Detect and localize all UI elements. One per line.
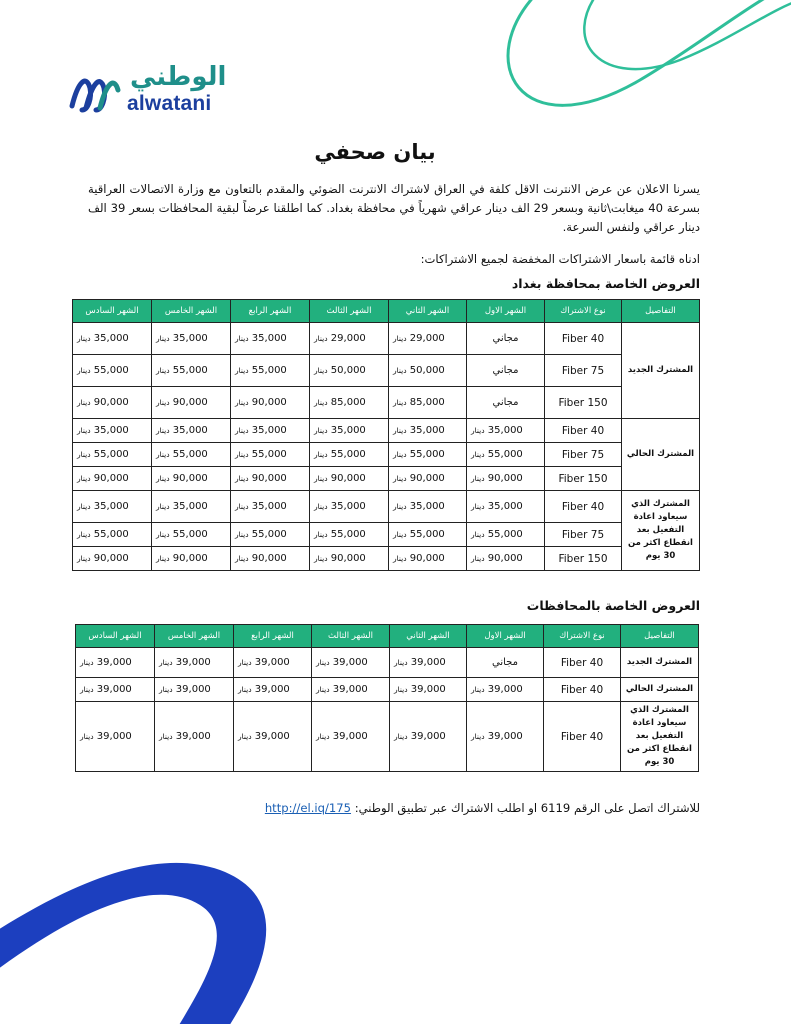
price-value: 39,000 <box>332 731 368 742</box>
subscriber-category: المشترك الجديد <box>621 648 699 678</box>
subscriber-category: المشترك الذي سيعاود اعادة التفعيل بعد انقطاع اكثر من 30 يوم <box>622 491 700 571</box>
price-value: 39,000 <box>410 731 446 742</box>
table-row <box>73 323 700 355</box>
price-value: 50,000 <box>409 365 445 376</box>
price-cell <box>155 648 234 678</box>
subscription-type: Fiber 40 <box>545 419 622 443</box>
price-cell <box>76 702 155 772</box>
price-cell <box>231 547 310 571</box>
price-cell <box>76 648 155 678</box>
price-cell <box>152 387 231 419</box>
price-cell <box>76 678 155 702</box>
price-cell <box>234 702 312 772</box>
currency-label: دينار <box>393 554 407 563</box>
currency-label: دينار <box>156 366 170 375</box>
price-value: 90,000 <box>172 397 208 408</box>
table-row <box>73 419 700 443</box>
blue-swoosh-bottom <box>0 863 266 1024</box>
price-cell <box>389 443 467 467</box>
baghdad-section-title: العروض الخاصة بمحافظة بغداد <box>511 276 700 291</box>
price-value: 39,000 <box>487 731 523 742</box>
price-value: 50,000 <box>330 365 366 376</box>
price-cell <box>310 323 389 355</box>
currency-label: دينار <box>77 366 91 375</box>
price-value: 35,000 <box>251 501 287 512</box>
price-cell <box>73 467 152 491</box>
currency-label: دينار <box>471 530 485 539</box>
free-label: مجاني <box>492 365 519 376</box>
price-cell <box>310 491 389 523</box>
subscriber-category: المشترك الجديد <box>622 323 700 419</box>
teal-swoosh-top-2 <box>584 0 791 69</box>
currency-label: دينار <box>314 334 328 343</box>
price-cell <box>234 678 312 702</box>
price-value: 90,000 <box>93 473 129 484</box>
table-row <box>73 355 700 387</box>
currency-label: دينار <box>235 502 249 511</box>
price-cell <box>389 467 467 491</box>
governorates-offers-table <box>75 624 699 772</box>
column-header: الشهر السادس <box>73 300 152 323</box>
price-cell <box>231 355 310 387</box>
price-value: 35,000 <box>251 425 287 436</box>
price-value: 55,000 <box>330 449 366 460</box>
price-value: 55,000 <box>251 529 287 540</box>
price-value: 85,000 <box>409 397 445 408</box>
price-cell <box>389 419 467 443</box>
currency-label: دينار <box>80 732 94 741</box>
subscription-type: Fiber 40 <box>545 491 622 523</box>
currency-label: دينار <box>159 732 173 741</box>
currency-label: دينار <box>314 474 328 483</box>
column-header: الشهر الخامس <box>155 625 234 648</box>
price-cell <box>231 387 310 419</box>
column-header: نوع الاشتراك <box>544 625 621 648</box>
table-row <box>73 547 700 571</box>
price-cell <box>152 355 231 387</box>
price-value: 39,000 <box>254 684 290 695</box>
price-cell <box>152 323 231 355</box>
price-value: 90,000 <box>172 553 208 564</box>
currency-label: دينار <box>156 334 170 343</box>
price-cell <box>312 702 390 772</box>
currency-label: دينار <box>471 554 485 563</box>
price-value: 55,000 <box>93 449 129 460</box>
baghdad-offers-table <box>72 299 700 571</box>
subscription-type: Fiber 40 <box>544 648 621 678</box>
currency-label: دينار <box>394 685 408 694</box>
column-header: التفاصيل <box>622 300 700 323</box>
currency-label: دينار <box>156 398 170 407</box>
price-cell <box>312 648 390 678</box>
currency-label: دينار <box>156 450 170 459</box>
column-header: نوع الاشتراك <box>545 300 622 323</box>
price-value: 90,000 <box>251 397 287 408</box>
currency-label: دينار <box>471 685 485 694</box>
currency-label: دينار <box>314 398 328 407</box>
subscription-type: Fiber 150 <box>545 467 622 491</box>
price-value: 35,000 <box>251 333 287 344</box>
logo-arabic-wordmark: الوطني <box>130 62 227 92</box>
currency-label: دينار <box>156 554 170 563</box>
currency-label: دينار <box>238 732 252 741</box>
subscription-type: Fiber 40 <box>544 678 621 702</box>
price-value: 35,000 <box>93 501 129 512</box>
price-value: 29,000 <box>409 333 445 344</box>
currency-label: دينار <box>77 502 91 511</box>
price-cell <box>467 355 545 387</box>
baghdad-header-row <box>73 300 700 323</box>
price-cell <box>467 678 544 702</box>
price-cell <box>152 467 231 491</box>
currency-label: دينار <box>238 685 252 694</box>
price-value: 55,000 <box>251 365 287 376</box>
price-value: 90,000 <box>172 473 208 484</box>
price-value: 35,000 <box>172 501 208 512</box>
free-label: مجاني <box>492 333 519 344</box>
currency-label: دينار <box>77 426 91 435</box>
column-header: التفاصيل <box>621 625 699 648</box>
price-cell <box>152 547 231 571</box>
currency-label: دينار <box>235 426 249 435</box>
price-cell <box>73 355 152 387</box>
currency-label: دينار <box>77 554 91 563</box>
price-value: 90,000 <box>330 473 366 484</box>
price-value: 39,000 <box>410 657 446 668</box>
price-cell <box>155 678 234 702</box>
price-cell <box>310 467 389 491</box>
price-value: 29,000 <box>330 333 366 344</box>
price-value: 55,000 <box>93 365 129 376</box>
currency-label: دينار <box>314 426 328 435</box>
column-header: الشهر الثاني <box>389 300 467 323</box>
price-value: 35,000 <box>409 425 445 436</box>
price-value: 55,000 <box>172 449 208 460</box>
price-cell <box>389 355 467 387</box>
price-value: 39,000 <box>254 731 290 742</box>
column-header: الشهر الرابع <box>234 625 312 648</box>
price-value: 55,000 <box>251 449 287 460</box>
currency-label: دينار <box>393 398 407 407</box>
price-value: 55,000 <box>330 529 366 540</box>
price-cell <box>73 323 152 355</box>
table-row <box>76 678 699 702</box>
price-cell <box>467 491 545 523</box>
currency-label: دينار <box>393 366 407 375</box>
price-value: 39,000 <box>175 731 211 742</box>
currency-label: دينار <box>471 426 485 435</box>
price-cell <box>152 491 231 523</box>
price-value: 85,000 <box>330 397 366 408</box>
currency-label: دينار <box>77 398 91 407</box>
price-value: 90,000 <box>409 553 445 564</box>
price-cell <box>467 702 544 772</box>
price-cell <box>467 419 545 443</box>
currency-label: دينار <box>316 658 330 667</box>
price-value: 90,000 <box>251 473 287 484</box>
currency-label: دينار <box>393 502 407 511</box>
page-title: بيان صحفي <box>314 140 436 164</box>
price-value: 39,000 <box>175 684 211 695</box>
currency-label: دينار <box>393 530 407 539</box>
currency-label: دينار <box>238 658 252 667</box>
price-value: 35,000 <box>487 425 523 436</box>
price-value: 90,000 <box>487 473 523 484</box>
price-cell <box>73 387 152 419</box>
column-header: الشهر الثالث <box>312 625 390 648</box>
subscription-type: Fiber 75 <box>545 443 622 467</box>
currency-label: دينار <box>235 474 249 483</box>
free-label: مجاني <box>492 657 518 668</box>
column-header: الشهر الرابع <box>231 300 310 323</box>
price-value: 55,000 <box>172 365 208 376</box>
price-cell <box>73 523 152 547</box>
price-cell <box>73 443 152 467</box>
price-cell <box>234 648 312 678</box>
column-header: الشهر الاول <box>467 300 545 323</box>
currency-label: دينار <box>314 530 328 539</box>
currency-label: دينار <box>80 685 94 694</box>
price-value: 39,000 <box>254 657 290 668</box>
price-cell <box>467 387 545 419</box>
subscribe-link[interactable]: http://el.iq/175 <box>264 801 352 815</box>
table-row <box>73 523 700 547</box>
price-value: 35,000 <box>93 333 129 344</box>
price-cell <box>389 491 467 523</box>
price-cell <box>310 443 389 467</box>
price-value: 35,000 <box>487 501 523 512</box>
footer-text: للاشتراك اتصل على الرقم 6119 او اطلب الاشتراك عبر تطبيق الوطني: <box>354 801 700 815</box>
price-cell <box>231 323 310 355</box>
subscription-type: Fiber 75 <box>545 355 622 387</box>
price-value: 55,000 <box>93 529 129 540</box>
price-cell <box>231 467 310 491</box>
price-value: 39,000 <box>96 731 132 742</box>
intro-paragraph: يسرنا الاعلان عن عرض الانترنت الاقل كلفة في العراق لاشتراك الانترنت الضوئي والمقدم بالتعاون مع وزارة الاتصالات العراقية بسرعة 40 ميغابت\ثانية وبسعر 29 الف دينار عراقي شهرياً في محافظة بغداد. كما اطلقنا عرضاً لبقية المحافظات بسعر 39 الف دينار عراقي ولنفس السرعة. <box>88 182 700 234</box>
currency-label: دينار <box>393 474 407 483</box>
governorates-header-row <box>76 625 699 648</box>
currency-label: دينار <box>393 426 407 435</box>
price-value: 35,000 <box>330 425 366 436</box>
price-value: 35,000 <box>172 425 208 436</box>
price-cell <box>390 702 467 772</box>
price-value: 35,000 <box>93 425 129 436</box>
currency-label: دينار <box>471 450 485 459</box>
currency-label: دينار <box>77 474 91 483</box>
price-cell <box>467 467 545 491</box>
currency-label: دينار <box>156 502 170 511</box>
table-row <box>76 702 699 772</box>
column-header: الشهر الخامس <box>152 300 231 323</box>
subscription-type: Fiber 40 <box>545 323 622 355</box>
column-header: الشهر الثاني <box>390 625 467 648</box>
price-cell <box>389 547 467 571</box>
subscriber-category: المشترك الحالي <box>621 678 699 702</box>
list-note: ادناه قائمة باسعار الاشتراكات المخفضة لجميع الاشتراكات: <box>420 252 700 266</box>
price-value: 55,000 <box>172 529 208 540</box>
currency-label: دينار <box>77 530 91 539</box>
price-value: 35,000 <box>172 333 208 344</box>
price-cell <box>73 547 152 571</box>
currency-label: دينار <box>156 474 170 483</box>
price-cell <box>389 323 467 355</box>
currency-label: دينار <box>314 366 328 375</box>
currency-label: دينار <box>77 334 91 343</box>
price-value: 90,000 <box>487 553 523 564</box>
currency-label: دينار <box>393 450 407 459</box>
price-cell <box>231 523 310 547</box>
price-cell <box>155 702 234 772</box>
price-value: 39,000 <box>96 657 132 668</box>
price-value: 39,000 <box>332 657 368 668</box>
currency-label: دينار <box>235 398 249 407</box>
price-cell <box>310 523 389 547</box>
price-cell <box>231 419 310 443</box>
currency-label: دينار <box>159 685 173 694</box>
teal-swoosh-top <box>508 0 791 105</box>
price-value: 39,000 <box>332 684 368 695</box>
price-value: 55,000 <box>487 529 523 540</box>
subscription-type: Fiber 150 <box>545 387 622 419</box>
currency-label: دينار <box>314 554 328 563</box>
price-value: 39,000 <box>410 684 446 695</box>
currency-label: دينار <box>80 658 94 667</box>
price-cell <box>152 523 231 547</box>
table-row <box>76 648 699 678</box>
price-cell <box>310 547 389 571</box>
price-value: 90,000 <box>251 553 287 564</box>
currency-label: دينار <box>314 502 328 511</box>
price-cell <box>152 443 231 467</box>
price-cell <box>389 387 467 419</box>
currency-label: دينار <box>159 658 173 667</box>
currency-label: دينار <box>314 450 328 459</box>
currency-label: دينار <box>471 732 485 741</box>
price-cell <box>467 443 545 467</box>
subscriber-category: المشترك الحالي <box>622 419 700 491</box>
currency-label: دينار <box>393 334 407 343</box>
price-value: 55,000 <box>409 449 445 460</box>
price-cell <box>467 547 545 571</box>
currency-label: دينار <box>471 474 485 483</box>
currency-label: دينار <box>156 426 170 435</box>
price-cell <box>467 648 544 678</box>
price-cell <box>310 419 389 443</box>
column-header: الشهر الاول <box>467 625 544 648</box>
table-row <box>73 443 700 467</box>
free-label: مجاني <box>492 397 519 408</box>
price-cell <box>73 419 152 443</box>
subscription-type: Fiber 150 <box>545 547 622 571</box>
price-cell <box>231 443 310 467</box>
column-header: الشهر الثالث <box>310 300 389 323</box>
price-value: 39,000 <box>487 684 523 695</box>
price-cell <box>390 648 467 678</box>
price-cell <box>152 419 231 443</box>
price-value: 90,000 <box>93 397 129 408</box>
column-header: الشهر السادس <box>76 625 155 648</box>
table-row <box>73 387 700 419</box>
price-value: 35,000 <box>409 501 445 512</box>
logo-english-wordmark: alwatani <box>127 92 212 115</box>
price-cell <box>312 678 390 702</box>
table-row <box>73 467 700 491</box>
subscription-type: Fiber 40 <box>544 702 621 772</box>
currency-label: دينار <box>394 732 408 741</box>
currency-label: دينار <box>316 685 330 694</box>
price-value: 90,000 <box>409 473 445 484</box>
price-cell <box>310 387 389 419</box>
table-row <box>73 491 700 523</box>
price-cell <box>467 523 545 547</box>
price-cell <box>231 491 310 523</box>
price-value: 39,000 <box>175 657 211 668</box>
price-value: 90,000 <box>330 553 366 564</box>
currency-label: دينار <box>235 450 249 459</box>
subscribe-footer <box>88 801 700 815</box>
currency-label: دينار <box>235 530 249 539</box>
price-value: 39,000 <box>96 684 132 695</box>
currency-label: دينار <box>77 450 91 459</box>
governorates-section-title: العروض الخاصة بالمحافظات <box>526 598 700 613</box>
currency-label: دينار <box>235 366 249 375</box>
price-value: 35,000 <box>330 501 366 512</box>
currency-label: دينار <box>394 658 408 667</box>
price-cell <box>389 523 467 547</box>
price-value: 55,000 <box>409 529 445 540</box>
currency-label: دينار <box>316 732 330 741</box>
price-cell <box>467 323 545 355</box>
price-cell <box>310 355 389 387</box>
currency-label: دينار <box>156 530 170 539</box>
price-cell <box>390 678 467 702</box>
subscription-type: Fiber 75 <box>545 523 622 547</box>
price-value: 55,000 <box>487 449 523 460</box>
price-value: 90,000 <box>93 553 129 564</box>
currency-label: دينار <box>471 502 485 511</box>
currency-label: دينار <box>235 334 249 343</box>
subscriber-category: المشترك الذي سيعاود اعادة التفعيل بعد انقطاع اكثر من 30 يوم <box>621 702 699 772</box>
currency-label: دينار <box>235 554 249 563</box>
price-cell <box>73 491 152 523</box>
